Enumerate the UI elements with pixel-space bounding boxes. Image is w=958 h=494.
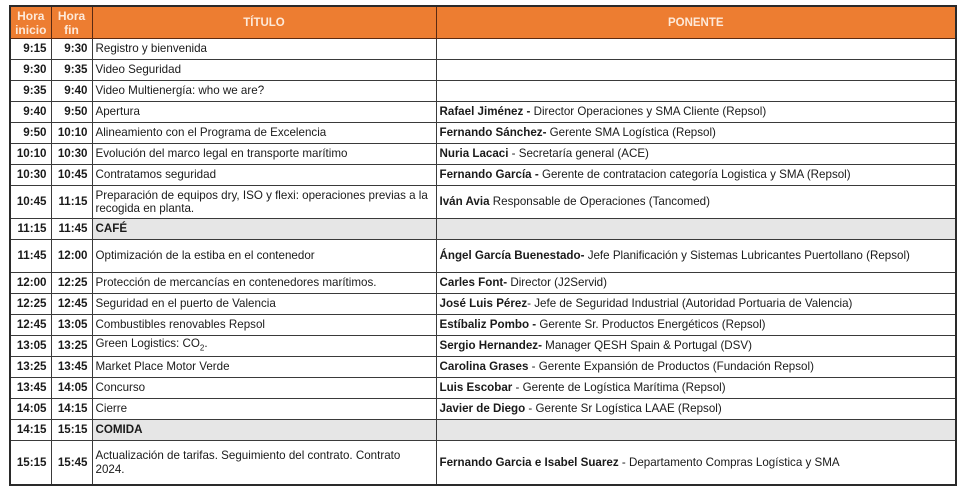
start-time: 9:35 bbox=[10, 81, 51, 102]
speaker-name: Javier de Diego bbox=[439, 402, 526, 416]
break-row bbox=[10, 420, 956, 441]
start-time: 10:45 bbox=[10, 186, 51, 219]
session-title: Apertura bbox=[92, 102, 436, 123]
end-time: 15:15 bbox=[51, 420, 92, 441]
start-time: 14:05 bbox=[10, 399, 51, 420]
start-time: 14:15 bbox=[10, 420, 51, 441]
speaker-role: Jefe Planificación y Sistemas Lubricantes Puertollano (Repsol) bbox=[584, 249, 910, 263]
speaker-cell bbox=[436, 102, 956, 123]
end-time: 12:00 bbox=[51, 240, 92, 273]
table-row bbox=[10, 294, 956, 315]
end-time: 9:50 bbox=[51, 102, 92, 123]
start-time: 12:25 bbox=[10, 294, 51, 315]
start-time: 12:00 bbox=[10, 273, 51, 294]
start-time: 11:15 bbox=[10, 219, 51, 240]
start-time: 12:45 bbox=[10, 315, 51, 336]
speaker-role: - Departamento Compras Logística y SMA bbox=[618, 455, 840, 469]
speaker-role: - Gerente de Logística Marítima (Repsol) bbox=[512, 381, 726, 395]
start-time: 11:45 bbox=[10, 240, 51, 273]
speaker-cell bbox=[436, 273, 956, 294]
start-time: 9:50 bbox=[10, 123, 51, 144]
speaker-name: Iván Avia bbox=[439, 195, 490, 209]
start-time: 13:05 bbox=[10, 336, 51, 357]
speaker-role: - Gerente Expansión de Productos (Fundación Repsol) bbox=[528, 360, 814, 374]
table-row bbox=[10, 102, 956, 123]
header-speaker: PONENTE bbox=[436, 6, 956, 39]
speaker-role: - Gerente Sr Logística LAAE (Repsol) bbox=[525, 402, 722, 416]
table-row bbox=[10, 441, 956, 486]
speaker-cell bbox=[436, 420, 956, 441]
session-title: Evolución del marco legal en transporte marítimo bbox=[92, 144, 436, 165]
table-row bbox=[10, 336, 956, 357]
speaker-role: Manager QESH Spain & Portugal (DSV) bbox=[541, 339, 753, 353]
end-time: 12:25 bbox=[51, 273, 92, 294]
session-title: Seguridad en el puerto de Valencia bbox=[92, 294, 436, 315]
break-title: COMIDA bbox=[92, 420, 436, 441]
end-time: 10:45 bbox=[51, 165, 92, 186]
speaker-cell bbox=[436, 186, 956, 219]
speaker-cell bbox=[436, 315, 956, 336]
start-time: 13:45 bbox=[10, 378, 51, 399]
speaker-name: Sergio Hernandez- bbox=[439, 339, 542, 353]
end-time: 13:25 bbox=[51, 336, 92, 357]
speaker-role: Gerente de contratacion categoría Logistica y SMA (Repsol) bbox=[538, 168, 851, 182]
speaker-cell bbox=[436, 441, 956, 486]
table-row bbox=[10, 357, 956, 378]
session-title: Protección de mercancías en contenedores marítimos. bbox=[92, 273, 436, 294]
header-row bbox=[10, 6, 956, 39]
session-title: Alineamiento con el Programa de Excelencia bbox=[92, 123, 436, 144]
end-time: 13:45 bbox=[51, 357, 92, 378]
table-row bbox=[10, 378, 956, 399]
session-title: Actualización de tarifas. Seguimiento del contrato. Contrato 2024. bbox=[92, 441, 436, 486]
speaker-cell bbox=[436, 240, 956, 273]
speaker-cell bbox=[436, 399, 956, 420]
table-row bbox=[10, 315, 956, 336]
speaker-cell bbox=[436, 165, 956, 186]
end-time: 12:45 bbox=[51, 294, 92, 315]
start-time: 10:10 bbox=[10, 144, 51, 165]
session-title: Concurso bbox=[92, 378, 436, 399]
end-time: 11:45 bbox=[51, 219, 92, 240]
table-row bbox=[10, 123, 956, 144]
speaker-name: Fernando García - bbox=[439, 168, 539, 182]
end-time: 11:15 bbox=[51, 186, 92, 219]
table-row bbox=[10, 81, 956, 102]
session-title: Combustibles renovables Repsol bbox=[92, 315, 436, 336]
speaker-cell bbox=[436, 123, 956, 144]
speaker-role: Gerente Sr. Productos Energéticos (Repsol) bbox=[536, 318, 766, 332]
speaker-cell bbox=[436, 357, 956, 378]
session-title: Green Logistics: $CO_2$. bbox=[92, 336, 436, 357]
speaker-name: José Luis Pérez bbox=[439, 297, 528, 311]
session-title: Cierre bbox=[92, 399, 436, 420]
session-title: Market Place Motor Verde bbox=[92, 357, 436, 378]
session-title: Video Multienergía: who we are? bbox=[92, 81, 436, 102]
speaker-name: Luis Escobar bbox=[439, 381, 513, 395]
session-title: Preparación de equipos dry, ISO y flexi: operaciones previas a la recogida en planta. bbox=[92, 186, 436, 219]
speaker-cell bbox=[436, 144, 956, 165]
start-time: 9:30 bbox=[10, 60, 51, 81]
speaker-name: Estíbaliz Pombo - bbox=[439, 318, 537, 332]
table-row bbox=[10, 60, 956, 81]
speaker-cell bbox=[436, 336, 956, 357]
start-time: 9:40 bbox=[10, 102, 51, 123]
end-time: 10:30 bbox=[51, 144, 92, 165]
end-time: 9:35 bbox=[51, 60, 92, 81]
speaker-name: Carles Font- bbox=[439, 276, 508, 290]
table-row bbox=[10, 240, 956, 273]
start-time: 13:25 bbox=[10, 357, 51, 378]
speaker-cell bbox=[436, 39, 956, 60]
break-title: CAFÉ bbox=[92, 219, 436, 240]
session-title: Registro y bienvenida bbox=[92, 39, 436, 60]
speaker-cell bbox=[436, 378, 956, 399]
speaker-name: Carolina Grases bbox=[439, 360, 529, 374]
end-time: 14:15 bbox=[51, 399, 92, 420]
speaker-role: Gerente SMA Logística (Repsol) bbox=[546, 126, 716, 140]
speaker-role: Responsable de Operaciones (Tancomed) bbox=[489, 195, 710, 209]
agenda-table bbox=[9, 5, 957, 486]
end-time: 15:45 bbox=[51, 441, 92, 486]
speaker-cell bbox=[436, 81, 956, 102]
speaker-cell bbox=[436, 219, 956, 240]
session-title: Optimización de la estiba en el contenedor bbox=[92, 240, 436, 273]
speaker-role: - Secretaría general (ACE) bbox=[508, 147, 649, 161]
table-row bbox=[10, 39, 956, 60]
header-end-time: Hora fin bbox=[51, 6, 92, 39]
speaker-name: Fernando Sánchez- bbox=[439, 126, 547, 140]
table-row bbox=[10, 144, 956, 165]
speaker-cell bbox=[436, 294, 956, 315]
speaker-name: Ángel García Buenestado- bbox=[439, 249, 585, 263]
table-row bbox=[10, 273, 956, 294]
speaker-cell bbox=[436, 60, 956, 81]
break-row bbox=[10, 219, 956, 240]
start-time: 9:15 bbox=[10, 39, 51, 60]
table-row bbox=[10, 165, 956, 186]
header-start-time: Hora inicio bbox=[10, 6, 51, 39]
speaker-name: Nuria Lacaci bbox=[439, 147, 509, 161]
start-time: 15:15 bbox=[10, 441, 51, 486]
end-time: 9:30 bbox=[51, 39, 92, 60]
header-title: TÍTULO bbox=[92, 6, 436, 39]
table-row bbox=[10, 399, 956, 420]
end-time: 9:40 bbox=[51, 81, 92, 102]
speaker-role: Director (J2Servid) bbox=[507, 276, 607, 290]
session-title: Contratamos seguridad bbox=[92, 165, 436, 186]
table-row bbox=[10, 186, 956, 219]
end-time: 10:10 bbox=[51, 123, 92, 144]
end-time: 13:05 bbox=[51, 315, 92, 336]
start-time: 10:30 bbox=[10, 165, 51, 186]
speaker-role: - Jefe de Seguridad Industrial (Autoridad Portuaria de Valencia) bbox=[527, 297, 853, 311]
speaker-name: Fernando Garcia e Isabel Suarez bbox=[439, 455, 619, 469]
session-title: Video Seguridad bbox=[92, 60, 436, 81]
speaker-role: Director Operaciones y SMA Cliente (Repsol) bbox=[530, 105, 767, 119]
speaker-name: Rafael Jiménez - bbox=[439, 105, 531, 119]
end-time: 14:05 bbox=[51, 378, 92, 399]
